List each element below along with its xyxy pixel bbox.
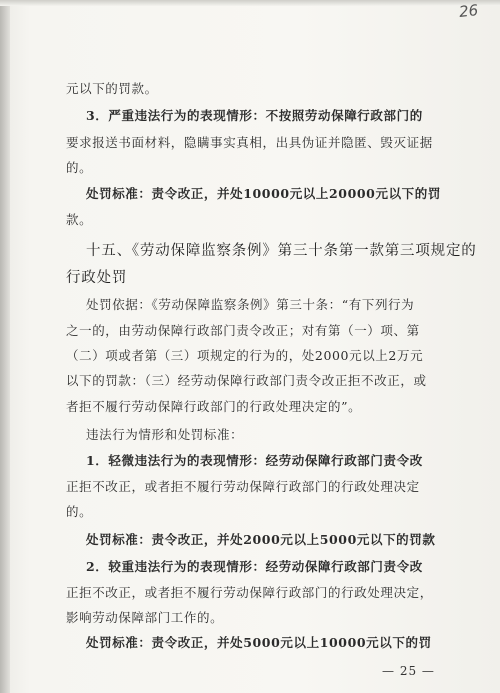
scan-shadow-top <box>0 0 500 6</box>
text-line: 正拒不改正，或者拒不履行劳动保障行政部门的行政处理决定， <box>66 585 433 600</box>
text-line: 处罚标准：责令改正，并处2000元以上5000元以下的罚款 <box>86 532 436 547</box>
text-line: 影响劳动保障部门工作的。 <box>66 610 224 625</box>
text-line: 处罚标准：责令改正，并处5000元以上10000元以下的罚 <box>86 635 432 650</box>
text-line: 十五、《劳动保障监察条例》第三十条第一款第三项规定的 <box>86 243 477 259</box>
text-line: 的。 <box>66 504 93 519</box>
text-line: 处罚标准：责令改正，并处10000元以上20000元以下的罚 <box>86 186 441 201</box>
text-line: 款。 <box>66 212 93 227</box>
text-line: 处罚依据：《劳动保障监察条例》第三十条：“有下列行为 <box>86 297 415 312</box>
text-line: 3．严重违法行为的表现情形：不按照劳动保障行政部门的 <box>86 108 423 123</box>
text-line: 违法行为情形和处罚标准： <box>86 427 244 442</box>
scan-shadow-left <box>0 0 10 693</box>
text-line: 2．较重违法行为的表现情形：经劳动保障行政部门责令改 <box>86 559 423 574</box>
text-line: 之一的，由劳动保障行政部门责令改正；对有第（一）项、第 <box>66 323 420 338</box>
text-line: 元以下的罚款。 <box>66 81 158 96</box>
text-line: 正拒不改正，或者拒不履行劳动保障行政部门的行政处理决定 <box>66 479 420 494</box>
text-line: 1．轻微违法行为的表现情形：经劳动保障行政部门责令改 <box>86 453 423 468</box>
text-line: 以下的罚款：（三）经劳动保障行政部门责令改正拒不改正，或 <box>66 373 427 388</box>
page-number: — 25 — <box>382 664 435 678</box>
text-line: （二）项或者第（三）项规定的行为的，处2000元以上2万元 <box>66 348 424 363</box>
text-line: 者拒不履行劳动保障行政部门的行政处理决定的”。 <box>66 399 362 414</box>
text-line: 行政处罚 <box>66 270 128 286</box>
text-line: 的。 <box>66 160 93 175</box>
text-line: 要求报送书面材料，隐瞒事实真相，出具伪证并隐匿、毁灭证据 <box>66 135 433 150</box>
handwritten-page-mark: 26 <box>458 1 479 21</box>
